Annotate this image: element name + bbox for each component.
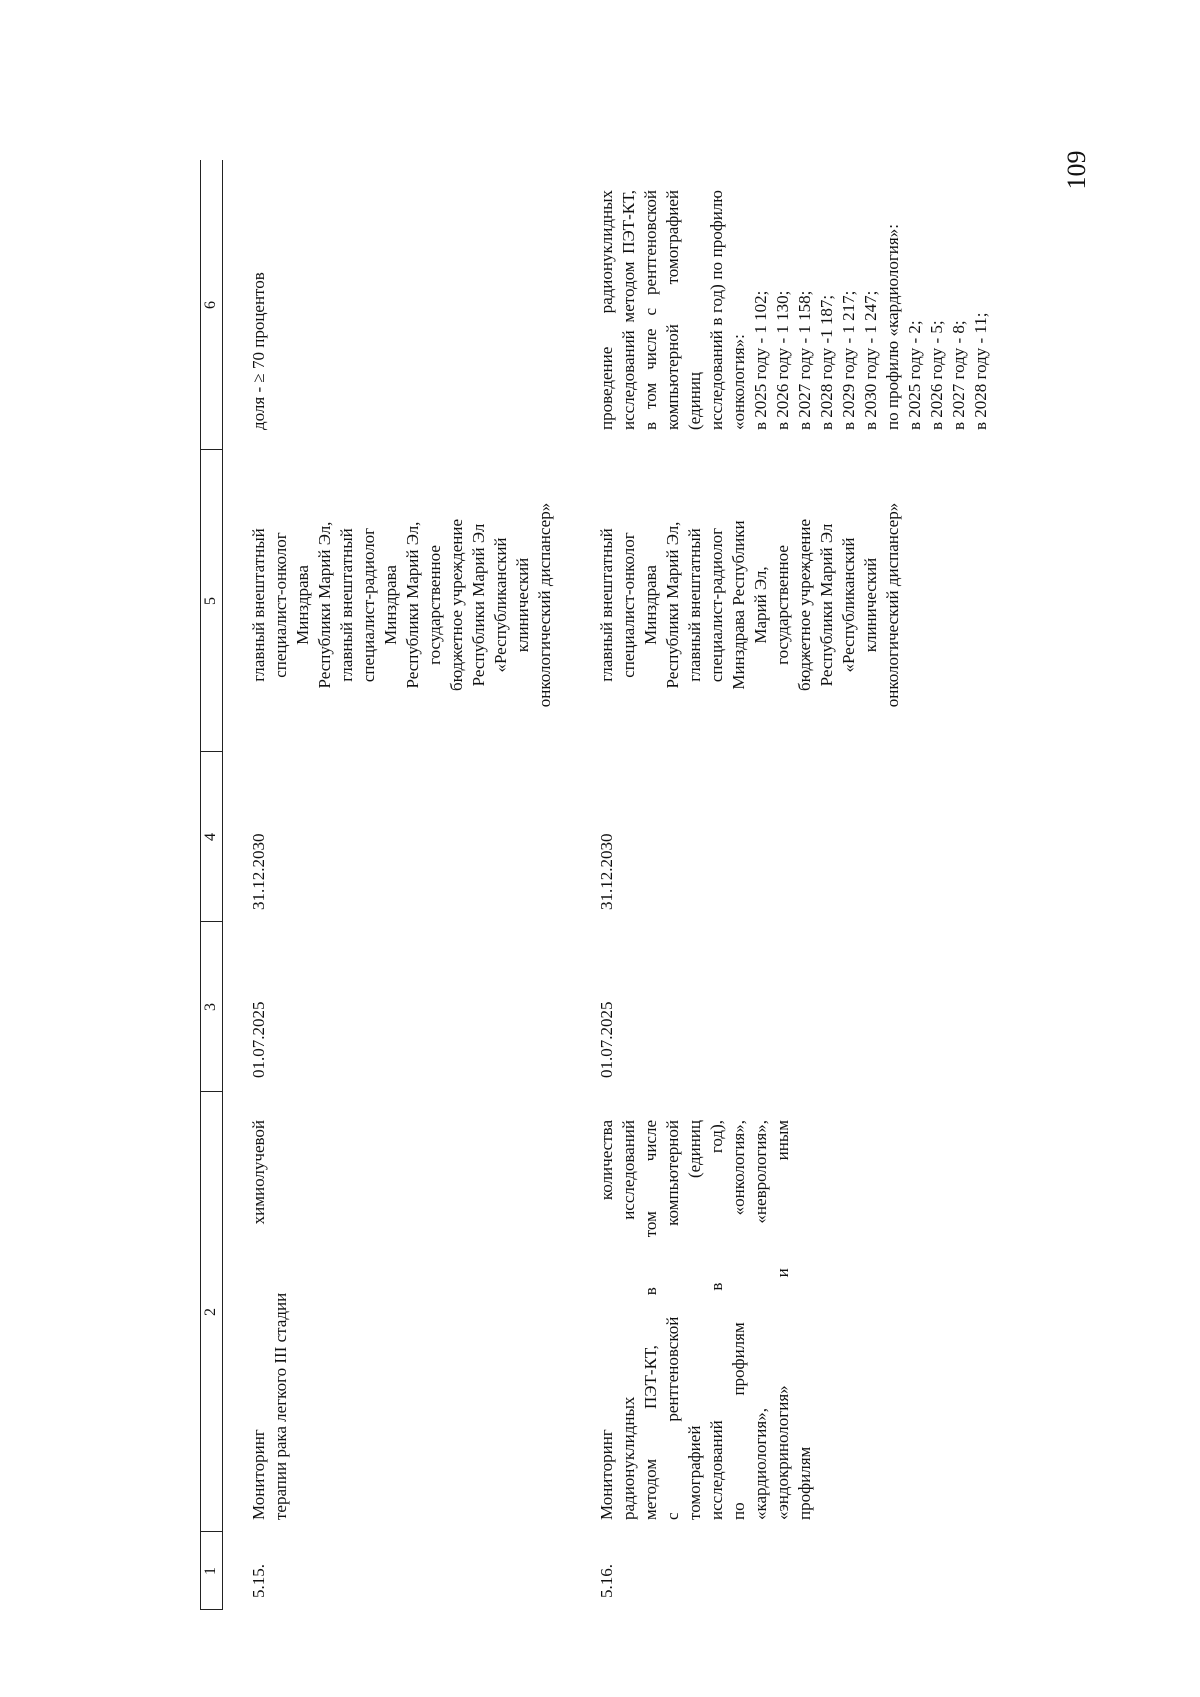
responsible-line: Республики Марий Эл, — [403, 521, 422, 689]
result-line: в 2025 году - 1 102; — [751, 290, 770, 430]
responsible-line: Республики Марий Эл, — [315, 521, 334, 689]
header-col-4: 4 — [202, 833, 219, 841]
expected-result — [596, 190, 992, 430]
measure-name-line: радионуклидных исследований — [619, 1120, 638, 1520]
start-date: 01.07.2025 — [249, 1001, 268, 1078]
responsible-line: бюджетное учреждение — [795, 519, 814, 692]
responsible-line: Республики Марий Эл — [469, 523, 488, 687]
responsible-line: клинический — [513, 557, 532, 653]
responsible-line: специалист-онколог — [619, 532, 638, 678]
result-line: доля - ≥ 70 процентов — [249, 272, 268, 430]
result-line: по профилю «кардиология»: — [883, 224, 902, 430]
measure-name-line: Мониторинг химиолучевой — [249, 1120, 268, 1520]
page-number: 109 — [1062, 150, 1091, 190]
end-date: 31.12.2030 — [249, 833, 268, 910]
result-line: в 2029 году - 1 217; — [839, 290, 858, 430]
result-line: в 2026 году - 1 130; — [773, 290, 792, 430]
result-line: в 2030 году - 1 247; — [861, 290, 880, 430]
result-line: проведение радионуклидных — [597, 190, 616, 430]
result-line: в 2028 году - 11; — [971, 312, 990, 430]
responsible-line: Минздрава — [641, 565, 660, 645]
responsible-executors — [248, 470, 556, 740]
result-line: компьютерной томографией (единиц — [663, 190, 704, 430]
responsible-line: клинический — [861, 557, 880, 653]
result-line: в 2025 году - 2; — [905, 320, 924, 430]
responsible-line: Минздрава — [293, 565, 312, 645]
result-line: в 2028 году -1 187; — [817, 294, 836, 430]
responsible-line: онкологический диспансер» — [883, 502, 902, 708]
result-line: в 2027 году - 1 158; — [795, 290, 814, 430]
header-col-3: 3 — [202, 1003, 219, 1011]
data-table — [200, 160, 1200, 1610]
result-line: в том числе с рентгеновской — [641, 190, 660, 430]
measure-name-line: терапии рака легкого III стадии — [271, 1292, 290, 1520]
responsible-line: «Республиканский — [491, 537, 510, 673]
responsible-line: государственное — [773, 545, 792, 665]
expected-result — [248, 190, 270, 430]
responsible-line: «Республиканский — [839, 537, 858, 673]
responsible-line: Республики Марий Эл, — [663, 521, 682, 689]
result-line: исследований методом ПЭТ-КТ, — [619, 190, 638, 430]
measure-name-line: исследований в год), — [707, 1120, 726, 1520]
responsible-line: онкологический диспансер» — [535, 502, 554, 708]
row-number: 5.15. — [249, 1564, 268, 1598]
responsible-line: специалист-радиолог — [707, 527, 726, 683]
responsible-line: Минздрава Республики — [729, 520, 748, 690]
header-col-2: 2 — [202, 1308, 219, 1316]
header-col-5: 5 — [202, 597, 219, 605]
measure-name-line: «кардиология», «неврология», — [751, 1120, 770, 1520]
responsible-line: государственное — [425, 545, 444, 665]
responsible-executors — [596, 470, 904, 740]
responsible-line: главный внештатный — [597, 528, 616, 682]
responsible-line: специалист-радиолог — [359, 527, 378, 683]
measure-name-line: Мониторинг количества — [597, 1120, 616, 1520]
result-line: в 2026 году - 5; — [927, 320, 946, 430]
header-col-6: 6 — [202, 301, 219, 309]
responsible-line: главный внештатный — [685, 528, 704, 682]
measure-name — [596, 1120, 816, 1520]
measure-name-line: профилям — [795, 1446, 814, 1520]
responsible-line: Республики Марий Эл — [817, 523, 836, 687]
responsible-line: Марий Эл, — [751, 566, 770, 644]
result-line: исследований в год) по профилю — [707, 190, 726, 430]
measure-name-line: методом ПЭТ-КТ, в том числе — [641, 1120, 660, 1520]
responsible-line: бюджетное учреждение — [447, 519, 466, 692]
measure-name — [248, 1120, 292, 1520]
measure-name-line: по профилям «онкология», — [729, 1120, 748, 1520]
header-bottom-rule — [222, 160, 223, 1610]
responsible-line: Минздрава — [381, 565, 400, 645]
responsible-line: главный внештатный — [337, 528, 356, 682]
result-line: «онкология»: — [729, 334, 748, 430]
measure-name-line: томографией (единиц — [685, 1120, 704, 1520]
measure-name-line: с рентгеновской компьютерной — [663, 1120, 682, 1520]
responsible-line: главный внештатный — [249, 528, 268, 682]
rotated-table-area — [200, 160, 1200, 1610]
row-number: 5.16. — [597, 1564, 616, 1598]
end-date: 31.12.2030 — [597, 833, 616, 910]
start-date: 01.07.2025 — [597, 1001, 616, 1078]
measure-name-line: «эндокринология» и иным — [773, 1120, 792, 1520]
responsible-line: специалист-онколог — [271, 532, 290, 678]
header-col-1: 1 — [202, 1567, 219, 1575]
result-line: в 2027 году - 8; — [949, 320, 968, 430]
